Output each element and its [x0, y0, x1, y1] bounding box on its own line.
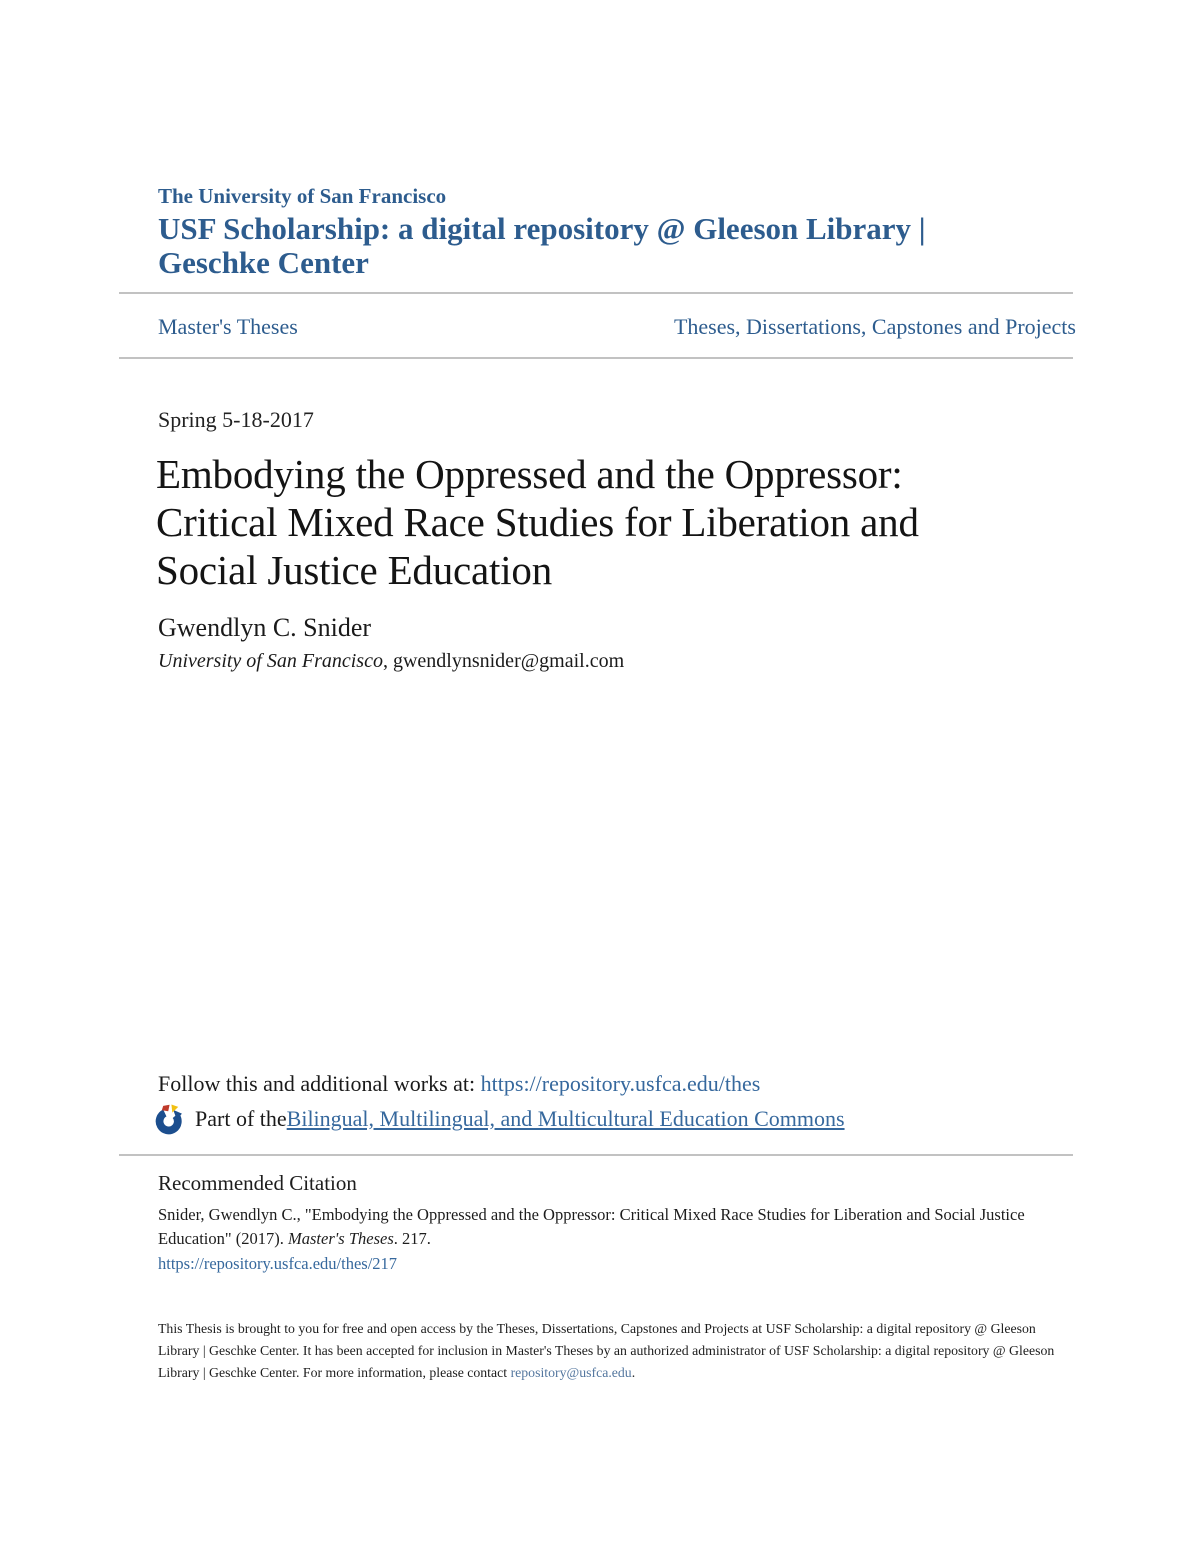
thesis-title-line3: Social Justice Education: [156, 547, 552, 593]
follow-works-line: [158, 1069, 760, 1099]
citation-number: . 217.: [393, 1229, 431, 1248]
citation-series-name: Master's Theses: [288, 1229, 394, 1248]
repository-header: [158, 184, 1088, 280]
affiliation-email: , gwendlynsnider@gmail.com: [382, 650, 625, 672]
follow-works-text: Follow this and additional works at:: [158, 1071, 481, 1096]
citation-text: [158, 1203, 1080, 1276]
affiliation-institution: University of San Francisco: [158, 650, 383, 672]
citation-link[interactable]: https://repository.usfca.edu/thes/217: [158, 1254, 398, 1273]
digital-commons-icon: [155, 1103, 186, 1136]
repository-link[interactable]: https://repository.usfca.edu/thes: [480, 1071, 761, 1096]
commons-link[interactable]: Bilingual, Multilingual, and Multicultural Education Commons: [286, 1106, 845, 1131]
repository-title-line2: Geschke Center: [158, 245, 369, 280]
repository-title[interactable]: [158, 212, 1088, 280]
series-link[interactable]: Theses, Dissertations, Capstones and Projects: [673, 314, 1076, 339]
author-name: Gwendlyn C. Snider: [158, 613, 372, 642]
footer-statement: This Thesis is brought to you for free and open access by the Theses, Dissertations, Capstones and Projects at USF Scholarship: a digital repository @ Gleeson Library | Geschke Center. It has been accepted for inclusion in Master's Theses by an authorized administrator of USF Scholarship: a digital repository @ Gleeson Library | Geschke Center. For more information, please contact: [158, 1321, 1055, 1380]
author-affiliation: [158, 648, 624, 674]
university-name: The University of San Francisco: [158, 184, 447, 208]
breadcrumb-row: [158, 314, 1076, 340]
masters-theses-link[interactable]: Master's Theses: [158, 314, 298, 339]
divider-top: [119, 292, 1073, 294]
part-of-text: Part of the: [195, 1106, 287, 1131]
thesis-title-line1: Embodying the Oppressed and the Oppressor:: [156, 451, 903, 497]
footer-period: .: [631, 1365, 636, 1380]
recommended-citation-heading: Recommended Citation: [158, 1171, 357, 1195]
thesis-title: [156, 450, 1106, 594]
part-of-line: [155, 1100, 845, 1138]
repository-title-line1: USF Scholarship: a digital repository @ Gleeson Library |: [158, 211, 926, 246]
divider-under-nav: [119, 357, 1073, 359]
publication-date: Spring 5-18-2017: [158, 407, 314, 432]
footer-text: [158, 1318, 1080, 1384]
divider-above-citation: [119, 1154, 1073, 1156]
contact-email-link[interactable]: repository@usfca.edu: [510, 1365, 632, 1380]
thesis-title-line2: Critical Mixed Race Studies for Liberation and: [156, 499, 919, 545]
citation-body: Snider, Gwendlyn C., "Embodying the Oppressed and the Oppressor: Critical Mixed Race Studies for Liberation and Social Justice Education" (2017).: [158, 1205, 1025, 1248]
